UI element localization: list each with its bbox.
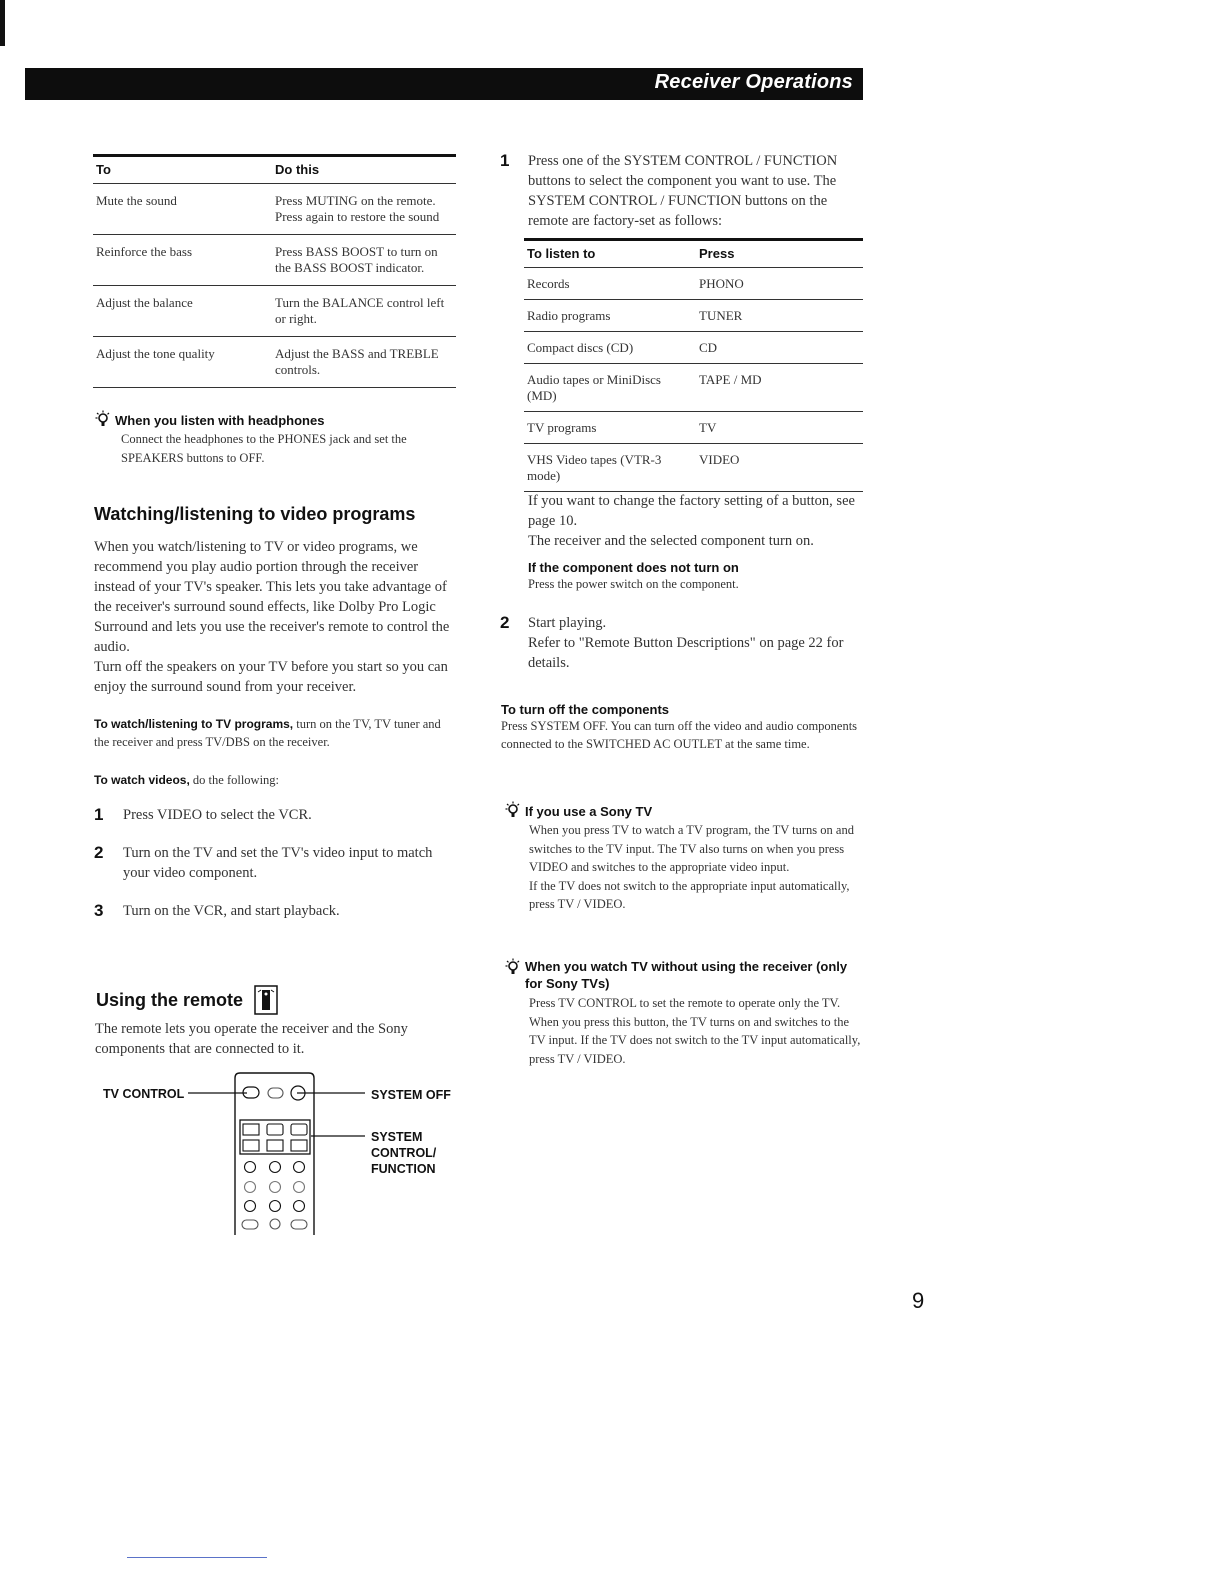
table-cell: TV (696, 412, 863, 444)
video-section-heading: Watching/listening to video programs (94, 504, 416, 524)
table-row (524, 364, 863, 412)
tv-programs-instruction (94, 715, 454, 751)
table-row (93, 184, 456, 235)
table-row (93, 286, 456, 337)
table-row (524, 268, 863, 300)
remote-button (270, 1162, 281, 1173)
tip-headphones (95, 410, 455, 467)
function-button (267, 1124, 283, 1135)
table-cell: Audio tapes or MiniDiscs (MD) (524, 364, 696, 412)
function-button (291, 1140, 307, 1151)
remote-button (245, 1201, 256, 1212)
remote-button (242, 1220, 258, 1229)
instruction-text: turn on the TV, TV tuner and the receiver and press TV/DBS on the receiver. (94, 717, 441, 749)
remote-button (268, 1088, 283, 1098)
edge-mark (0, 0, 5, 46)
right-step-2 (500, 613, 866, 673)
function-button (243, 1124, 259, 1135)
table-cell: Records (524, 268, 696, 300)
remote-icon (254, 985, 278, 1015)
step-number: 1 (500, 151, 510, 170)
table-cell: VHS Video tapes (VTR-3 mode) (524, 444, 696, 492)
tip-body: Connect the headphones to the PHONES jack and set the SPEAKERS buttons to OFF. (121, 432, 407, 465)
table-cell: TUNER (696, 300, 863, 332)
table-cell: VIDEO (696, 444, 863, 492)
remote-button (245, 1182, 256, 1193)
label-line: FUNCTION (371, 1162, 436, 1176)
function-button (243, 1140, 259, 1151)
remote-button (294, 1182, 305, 1193)
table-cell: Radio programs (524, 300, 696, 332)
system-control-group (240, 1120, 310, 1154)
table-cell: TV programs (524, 412, 696, 444)
tip-title: When you watch TV without using the receiver (only for Sony TVs) (525, 959, 848, 991)
note-body: Press the power switch on the component. (528, 577, 739, 591)
column-header: Press (696, 241, 863, 268)
page-number: 9 (912, 1288, 925, 1313)
step (94, 901, 454, 921)
video-steps (94, 805, 454, 921)
tv-control-label: TV CONTROL (103, 1087, 185, 1101)
paragraph: Turn off the speakers on your TV before you start so you can enjoy the surround sound from your receiver. (94, 659, 448, 695)
table-cell: Press MUTING on the remote. Press again to restore the sound (272, 184, 456, 235)
instruction-text: do the following: (189, 773, 280, 787)
table-row (524, 300, 863, 332)
table-cell: Adjust the tone quality (93, 337, 272, 388)
tip-body (505, 821, 865, 914)
step-number: 2 (94, 843, 104, 862)
controls-table (93, 154, 456, 388)
tip-paragraph: When you press TV to watch a TV program, the TV turns on and switches to the TV input. The TV also turns on when you press VIDEO and switches to the appropriate video input. (529, 823, 854, 874)
remote-button (294, 1201, 305, 1212)
table-header-row (524, 241, 863, 268)
remote-button (270, 1219, 280, 1229)
table-row (93, 235, 456, 286)
table-cell: CD (696, 332, 863, 364)
section-subtitle: To turn off the components (501, 702, 670, 717)
table-cell: Reinforce the bass (93, 235, 272, 286)
remote-section-heading (96, 985, 278, 1015)
turn-off-components (501, 702, 863, 753)
step (94, 843, 454, 883)
step-number: 3 (94, 901, 104, 920)
component-not-on-note (528, 560, 864, 593)
videos-instruction (94, 771, 454, 789)
factory-setting-note (528, 491, 864, 551)
remote-button (270, 1201, 281, 1212)
table-cell: Compact discs (CD) (524, 332, 696, 364)
column-header: Do this (272, 157, 456, 184)
paragraph: The receiver and the selected component turn on. (528, 533, 814, 549)
remote-section-paragraph: The remote lets you operate the receiver and the Sony components that are connected to it. (95, 1021, 408, 1057)
section-body: Press SYSTEM OFF. You can turn off the video and audio components connected to the SWITCHED AC OUTLET at the same time. (501, 719, 858, 751)
tip-title: When you listen with headphones (115, 413, 325, 428)
label-line: SYSTEM (371, 1130, 423, 1144)
step-detail: Refer to "Remote Button Descriptions" on page 22 for details. (528, 635, 844, 671)
right-step-1 (500, 151, 866, 231)
tip-body: Press TV CONTROL to set the remote to operate only the TV. When you press this button, the TV turns on and switches to the TV input. If the TV does not switch to the TV input automatically, press TV / VIDEO. (529, 996, 861, 1066)
column-header: To listen to (524, 241, 696, 268)
column-header: To (93, 157, 272, 184)
remote-button (270, 1182, 281, 1193)
heading-text: Using the remote (96, 990, 244, 1010)
paragraph: If you want to change the factory setting of a button, see page 10. (528, 493, 855, 529)
tip-sony-tv (505, 801, 865, 914)
tip-lightbulb-icon (505, 801, 521, 819)
table-row (93, 337, 456, 388)
table-cell: TAPE / MD (696, 364, 863, 412)
system-off-label: SYSTEM OFF (371, 1088, 451, 1102)
system-control-function-label (371, 1129, 436, 1177)
factory-settings-table (524, 238, 863, 492)
tip-lightbulb-icon (505, 958, 521, 976)
function-button (291, 1124, 307, 1135)
function-button (267, 1140, 283, 1151)
label-line: CONTROL/ (371, 1146, 437, 1160)
tip-lightbulb-icon (95, 410, 111, 428)
remote-button (291, 1220, 307, 1229)
table-row (524, 412, 863, 444)
section-title: Receiver Operations (654, 71, 853, 93)
video-section-paragraph (94, 537, 458, 697)
table-cell: Press BASS BOOST to turn on the BASS BOOST indicator. (272, 235, 456, 286)
table-cell: PHONO (696, 268, 863, 300)
bottom-rule (127, 1557, 267, 1558)
tip-paragraph: If the TV does not switch to the appropriate input automatically, press TV / VIDEO. (529, 878, 850, 911)
step-number: 2 (500, 613, 510, 632)
step-text: Turn on the VCR, and start playback. (123, 903, 340, 919)
table-cell: Adjust the balance (93, 286, 272, 337)
table-row (524, 332, 863, 364)
note-title: If the component does not turn on (528, 560, 739, 575)
step-text: Turn on the TV and set the TV's video input to match your video component. (123, 845, 433, 881)
step-number: 1 (94, 805, 104, 824)
step-text: Press VIDEO to select the VCR. (123, 807, 312, 823)
table-cell: Mute the sound (93, 184, 272, 235)
instruction-lead: To watch videos, (94, 773, 190, 787)
remote-button (245, 1162, 256, 1173)
remote-diagram (185, 1070, 365, 1240)
step-text: Press one of the SYSTEM CONTROL / FUNCTION buttons to select the component you want to use. The SYSTEM CONTROL / FUNCTION buttons on the remote are factory-set as follows: (528, 153, 838, 229)
tip-watch-without-receiver (505, 958, 867, 1068)
tip-title: If you use a Sony TV (525, 804, 653, 819)
remote-button (294, 1162, 305, 1173)
table-cell: Adjust the BASS and TREBLE controls. (272, 337, 456, 388)
step-text: Start playing. (528, 615, 607, 631)
section-header-bar (25, 68, 863, 100)
table-cell: Turn the BALANCE control left or right. (272, 286, 456, 337)
paragraph: When you watch/listening to TV or video programs, we recommend you play audio portion through the receiver instead of your TV's speaker. This lets you take advantage of the receiver's surround sound effects, like Dolby Pro Logic Surround and lets you use the receiver's remote to control the audio. (94, 539, 450, 655)
table-row (524, 444, 863, 492)
table-header-row (93, 157, 456, 184)
step (94, 805, 454, 825)
instruction-lead: To watch/listening to TV programs, (94, 717, 294, 731)
